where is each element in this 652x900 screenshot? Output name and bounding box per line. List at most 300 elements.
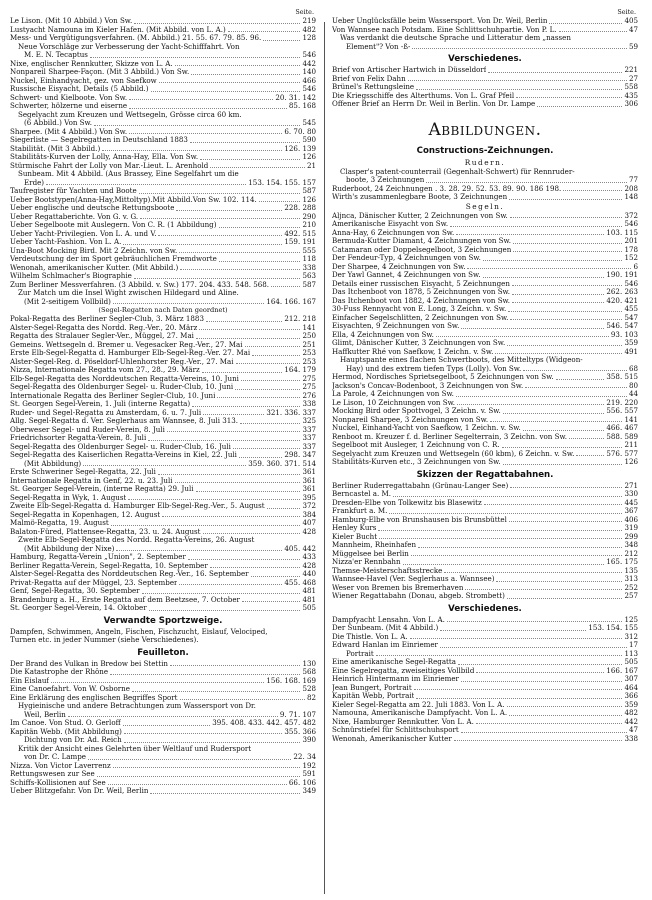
page-numbers: 126 [302,195,316,204]
index-entry [332,633,638,642]
leader-dots [129,133,282,134]
leader-dots [206,321,282,322]
page-numbers: 307 [624,675,638,683]
index-entry [332,416,638,425]
leader-dots [502,447,623,448]
index-entry [332,735,638,744]
entry-title: Genf, Segel-Regatta, 30. September [10,587,140,595]
leader-dots [476,672,604,673]
page-numbers: 126 [302,153,316,161]
index-entry [332,675,638,684]
leader-dots [102,150,282,151]
page-numbers: 306 [624,100,638,108]
leader-dots [158,235,282,236]
page-numbers: 546. 547 [606,322,638,330]
entry-title: Nuckel, Einhand-Yacht von Saefkow, 1 Zeichn. v. Sw. [332,424,521,432]
skizzen-entries [332,482,638,601]
page-numbers: 153. 154. 155 [588,624,638,632]
page-numbers: 588. 589 [606,432,638,441]
entry-title: Schwerter, hölzerne und eiserne [10,102,128,110]
entry-title: Hamburg-Elbe von Brunshausen bis Brunsbüttel [332,515,507,524]
entry-title: Segelyacht zum Kreuzen und Wettsegeln, Grösse circa 60 km. [18,110,242,119]
index-entry [10,660,316,669]
index-entry [332,558,638,567]
entry-title: Mocking Bird oder Spottvogel, 3 Zeichn. v. Sw. [332,407,501,415]
seite-label-right: Seite. [617,8,636,16]
index-entry [332,516,638,525]
entry-title: Ruder- und Segel-Regatta zu Amsterdam, 6. u. 7. Juli [10,408,202,417]
entry-title: Berliner Ruderregattabahn (Grünau-Langer See) [332,481,509,490]
page-numbers: 491 [624,347,638,356]
index-entry [10,289,316,298]
leader-dots [426,182,627,183]
leader-dots [476,723,623,724]
leader-dots [513,243,622,244]
entry-title: Ueber Yacht-Fashion. Von L. A. [10,238,122,246]
page-numbers: 372 [302,502,316,510]
leader-dots [495,353,622,354]
leader-dots [150,793,300,794]
index-entry [10,68,316,77]
page-numbers: 47 [628,25,638,34]
leader-dots [263,40,300,41]
page-numbers: 103. 115 [606,228,638,237]
leader-dots [450,226,622,227]
leader-dots [418,547,622,548]
index-entry [10,26,316,35]
leader-dots [393,496,622,497]
rudern-heading: Rudern. [464,157,506,167]
index-entry [10,153,316,162]
entry-title: Clasper's patent-counterrail (Gegenhalt-Schwert) für Rennruder- [340,167,575,176]
entry-title: Una-Boot Mocking Bird. Mit 2 Zeichn. von Sw. [10,246,178,255]
page-numbers: 113 [624,649,638,658]
page-numbers: 221 [624,66,638,74]
entry-title: Segelyacht zum Kreuzen und Wettsegeln (60 kbm), 6 Zeichn. v. Sw. [332,449,575,458]
leader-dots [461,328,604,329]
index-entry [332,339,638,348]
entry-title: Der Yawl Gannet, 4 Zeichnungen von Sw. [332,271,481,279]
leader-dots [512,294,604,295]
text-line: Dampfen, Schwimmen, Angeln, Fischen, Fischzucht, Eislauf, Velociped, [10,627,268,636]
page-numbers: 440 [302,570,316,578]
entry-title: St. Georger Segel-Verein, 14. Oktober [10,604,147,612]
entry-title: Jackson's Concav-Bodenboot, 3 Zeichnungen von Sw. [332,381,524,390]
leader-dots [134,278,301,279]
entry-title: Das Itchenboot von 1878, 5 Zeichnungen von Sw. [332,288,511,296]
entry-title: Segel-Regatta in Kopenhagen, 12. August [10,510,161,519]
leader-dots [158,474,300,475]
verschiedenes-heading-2: Verschiedenes. [448,603,522,614]
leader-dots [108,784,287,785]
leader-dots [509,715,622,716]
right-column [332,8,638,894]
index-entry [10,711,316,720]
leader-dots [123,244,282,245]
page-numbers: 590 [302,136,316,144]
index-entry [332,684,638,693]
index-entry [10,136,316,145]
index-entry [332,297,638,306]
leader-dots [191,74,300,75]
index-entry [10,562,316,571]
leader-dots [436,336,609,337]
entry-title: Eine amerikanische Segel-Regatta [332,658,456,666]
page-numbers: 505 [624,658,638,666]
page-numbers: 563 [302,272,316,280]
index-entry [10,677,316,686]
entry-title: (Mit Abbildung) [24,459,82,468]
entry-title: Der Sunbeam. (Mit 4 Abbild.) [332,624,439,632]
page-numbers: 433 [302,553,316,561]
page-numbers: 47 [628,726,638,734]
entry-title: Frankfurt a. M. [332,507,388,515]
entry-title: Regatta des Stralauer Segler-Ver., Müggel, 27. Mai [10,332,194,340]
page-numbers: 156. 168. 169 [266,676,316,685]
entry-title: Jean Bungert, Portrait [332,683,412,692]
page-numbers: 361 [302,468,316,476]
entry-title: Neue Vorschläge zur Verbesserung der Yacht-Schifffahrt. Von [18,42,240,51]
constructions-heading: Constructions-Zeichnungen. [416,145,554,156]
index-entry [332,176,638,185]
leader-dots [516,97,622,98]
skizzen-heading: Skizzen der Regattabahnen. [416,469,554,480]
entry-title: Kieler Segel-Regatta am 22. Juli 1883. Von L. A. [332,700,505,709]
page-numbers: 228. 288 [284,204,316,212]
page-numbers: 276 [302,391,316,400]
entry-title: Friedrichsorter Regatta-Verein, 8. Juli [10,434,147,442]
entry-title: Catamaran oder Doppelsegelboot, 3 Zeichnungen [332,245,512,254]
index-entry [10,204,316,213]
feuilleton-entries [10,660,316,796]
page-numbers: 6. 70. 80 [284,127,316,136]
page-numbers: 85. 168 [288,102,316,110]
entry-title: Hauptspante eines flachen Schwertboots, des Mitteltyps (Widgeon- [340,356,583,364]
index-entry [10,34,316,43]
page-numbers: 166. 167 [606,666,638,675]
leader-dots [236,363,301,364]
leader-dots [507,345,622,346]
entry-title: Eine Segelregatta, zweiseitiges Vollbild [332,666,475,675]
leader-dots [199,329,300,330]
page-numbers: 405 [624,17,638,25]
entry-title: Erste Elb-Segel-Regatta d. Hamburger Elb-Segel-Reg.-Ver. 27. Mai [10,349,251,357]
leader-dots [90,57,301,58]
entry-title: Portrait [346,649,374,658]
leader-dots [456,234,604,235]
entry-title: Nizza, Internationale Regatta vom 27., 28., 29. März [10,366,200,374]
page-numbers: 384 [302,510,316,519]
segeln-heading: Segeln. [465,201,505,211]
entry-title: Von Wannsee nach Potsdam. Eine Schlittschuhpartie. Von P. L. [332,25,557,34]
page-numbers: 556. 557 [606,407,638,415]
verschiedenes-entries-2 [332,616,638,744]
index-entry [332,709,638,718]
index-entry [332,718,638,727]
leader-dots [245,346,301,347]
entry-title: Zweite Elb-Segel-Regatta des Nordd. Regatta-Vereins, 26. August [18,536,255,544]
page-numbers: 405. 442 [284,544,316,553]
leader-dots [196,491,301,492]
entry-title: Dichtung von Dr. Ad. Reich [24,736,122,744]
page-numbers: 338 [302,263,316,272]
page-numbers: 165. 175 [606,558,638,566]
index-entry [10,315,316,324]
index-entry [10,170,316,179]
leader-dots [110,674,300,675]
entry-title: Gemeins. Wettsegeln d. Bremer u. Vegesacker Reg.-Ver., 27. Mai [10,340,243,349]
leader-dots [188,559,301,560]
leader-dots [113,303,264,304]
page-numbers: 442 [302,59,316,68]
index-entry [10,545,316,554]
entry-title: Wenonah, amerikanischer Kutter. (Mit Abbild.) [10,263,179,272]
entry-title: Hamburg, Regatta-Verein „Union", 2. September [10,553,186,561]
page-numbers: 466. 467 [606,424,638,432]
entry-title: Nonpareil Sharpee, 3 Zeichnungen von Sw. [332,415,489,424]
page-numbers: 153. 154. 155. 157 [248,178,316,187]
entry-title: Ueber Bootstypen(Anna-Hay,Mittoltyp).Mit Abbild.Von Sw. 102. 114. [10,195,257,204]
page-numbers: 445 [624,498,638,507]
entry-title: Privat-Regatta auf der Müggel, 23. September [10,578,178,587]
page-numbers: 358. 515 [606,373,638,381]
leader-dots [51,682,264,683]
page-numbers: 128 [302,34,316,42]
leader-dots [508,311,622,312]
verschiedenes-entries [332,66,638,109]
sport-heading: Verwandte Sportzweige. [103,615,223,626]
page-numbers: 492. 515 [284,229,316,238]
page-numbers: 338 [624,734,638,743]
index-entry [10,247,316,256]
page-numbers: 44 [628,390,638,398]
leader-dots [507,598,623,599]
page-numbers: 355. 366 [284,727,316,736]
leader-dots [175,482,301,483]
page-numbers: 148 [624,193,638,201]
entry-title: Wannsee-Havel (Ver. Seglerhaus a. Wannsee) [332,575,495,583]
entry-title: M. E. N. Tecaptus [24,51,88,59]
index-entry [332,424,638,433]
page-numbers: 568 [302,668,316,676]
index-entry [10,770,316,779]
index-entry [332,229,638,238]
leader-dots [490,421,622,422]
page-numbers: 290 [302,212,316,221]
index-entry [332,650,638,659]
leader-dots [192,406,300,407]
entry-title: Weil, Berlin [24,710,66,719]
page-numbers: 77 [628,176,638,184]
index-entry [10,349,316,358]
leader-dots [456,396,627,397]
page-numbers: 337 [302,434,316,442]
leader-dots [176,210,282,211]
leader-dots [563,190,622,191]
entry-title: Element"? Von -ß- [346,42,411,51]
leader-dots [444,572,622,573]
page-numbers: 135 [624,566,638,575]
entry-title: Ueber englische und deutsche Rettungsboote [10,204,175,212]
entry-title: Im Canoe. Von Stud. O. Gerloff [10,719,121,727]
index-entry [10,468,316,477]
page-numbers: 366 [624,692,638,700]
index-entry [332,168,638,177]
leader-dots [537,106,622,107]
leader-dots [123,725,211,726]
leader-dots [465,589,622,590]
leader-dots [148,440,300,441]
left-column [10,8,316,894]
index-entry [10,341,316,350]
index-entry [10,281,316,290]
index-entry [10,596,316,605]
column-divider [324,22,325,894]
entry-title: (Mit 2-seitigem Vollbild) [24,297,111,306]
index-entry [332,575,638,584]
page-numbers: 252 [624,583,638,592]
entry-title: Wirth's zusammenlegbare Boote, 3 Zeichnungen [332,193,508,201]
leader-dots [513,251,622,252]
page-numbers: 505 [302,604,316,612]
entry-title: Renboot m. Kreuzer f. d. Berliner Segelterrain, 3 Zeichn. von Sw. [332,432,567,441]
page-numbers: 435 [624,91,638,100]
leader-dots [111,525,301,526]
leader-dots [233,448,301,449]
page-numbers: 319 [624,524,638,532]
page-numbers: 359 [624,700,638,709]
feuilleton-heading: Feuilleton. [137,647,189,658]
index-entry [10,736,316,745]
leader-dots [440,647,627,648]
page-numbers: 219. 220 [606,398,638,407]
entry-title: Nuckel, Einhandyacht, gez. von Saefkow [10,76,157,85]
index-entry [332,263,638,272]
index-entry [332,541,638,550]
page-numbers: 428 [302,561,316,570]
index-entry [332,624,638,633]
index-entry [332,331,638,340]
page-numbers: 359 [624,339,638,347]
index-entry [10,579,316,588]
page-numbers: 466 [302,76,316,85]
page-numbers: 253 [302,349,316,357]
entry-title: Stabilitäts-Kurven etc., 3 Zeichnungen von Sw. [332,458,501,466]
leader-dots [569,438,604,439]
entry-title: Wenonah, Amerikanischer Kutter [332,734,452,743]
page-numbers: 208 [624,184,638,193]
page-numbers: 201 [624,237,638,245]
leader-dots [210,167,305,168]
index-entry [332,254,638,263]
leader-dots [510,217,623,218]
page-numbers: 325 [302,417,316,425]
page-numbers: 250 [302,332,316,340]
page-numbers: 348 [624,541,638,549]
leader-dots [461,681,623,682]
page-numbers: 141 [302,323,316,332]
index-entry [10,604,316,613]
entry-title: Eine Erklärung des englischen Begriffes Sport [10,693,178,702]
entry-title: Schwert- und Kielboote. Von Sw. [10,93,128,102]
entry-title: Ein Eislauf [10,676,50,685]
leader-dots [454,740,623,741]
page-numbers: 395 [302,493,316,502]
index-entry [332,407,638,416]
page-numbers: 372 [624,211,638,220]
leader-dots [124,742,301,743]
index-entry [10,366,316,375]
index-entry [332,507,638,516]
index-entry [10,587,316,596]
leader-dots [488,72,622,73]
leader-dots [179,252,300,253]
entry-title: Glimt, Dänischer Kutter, 3 Zeichnungen von Sw. [332,339,506,347]
leader-dots [559,31,627,32]
index-entry [332,314,638,323]
page-numbers: 481 [302,595,316,604]
leader-dots [235,389,300,390]
entry-title: 30-Fuss Rennyacht von E. Long, 3 Zeichn. v. Sw. [332,305,507,313]
index-entry [10,434,316,443]
entry-title: (Mit Abbildung der Nixe) [24,544,115,553]
index-entry [332,17,638,26]
index-entry [332,365,638,374]
index-entry [10,502,316,511]
page-numbers: 271 [624,481,638,490]
entry-title: Mess- und Vergütigungsverfahren. (M. Abbild.) 21. 55. 67. 79. 85. 96. [10,34,262,42]
entry-title: Weser von Bremen bis Bremerhaven [332,583,464,592]
page-numbers: 591 [302,770,316,778]
index-entry [10,460,316,469]
entry-title: Segel-Regatta des Oldenburger Segel- u. Ruder-Club, 16. Juli [10,442,231,451]
entry-title: Le Lison, 10 Zeichnungen von Sw. [332,398,456,407]
entry-title: (6 Abbild.) Von Sw. [24,119,93,127]
index-entry [332,592,638,601]
entry-title: Berncastel a. M. [332,490,392,498]
index-entry [332,322,638,331]
page-numbers: 212 [624,549,638,558]
leader-dots [228,31,301,32]
entry-title: Ueber Blitzgefahr. Von Dr. Weil, Berlin [10,787,149,795]
entry-title: Nonpareil Sharpee-Façon. (Mit 3 Abbild.) Von Sw. [10,68,190,76]
entry-title: Details einer russischen Eisyacht, 5 Zeichnungen [332,279,510,288]
index-entry [10,51,316,60]
entry-title: Brief von Felix Dahn [332,74,406,83]
entry-title: Eine Canoefahrt. Von W. Osborne [10,685,130,693]
leader-dots [46,184,246,185]
index-entry [332,246,638,255]
entry-title: St. Georgen Segel-Verein, 1. Juli (interne Regatta) [10,400,191,408]
leader-dots [129,99,273,100]
entry-title: Zum Berliner Messverfahren. (3 Abbild. v. Sw.) 177. 204. 433. 548. 568. [10,280,270,289]
entry-title: Segelboot mit Ausleger, 1 Zeichnung von C. R. [332,441,500,449]
entry-title: Hermod, Nordisches Sprietsegelboot, 5 Zeichnungen von Sw. [332,373,554,381]
leader-dots [94,125,300,126]
page-numbers: 482 [624,709,638,717]
entry-title: Müggelsee bei Berlin [332,549,409,558]
index-entry [10,17,316,26]
entry-title: Die Katastrophe der Rhône [10,668,109,676]
page-numbers: 141 [624,415,638,424]
page-numbers: 428 [302,527,316,536]
page-numbers: 17 [628,641,638,649]
entry-title: Ella, 4 Zeichnungen von Sw. [332,330,434,339]
leader-dots [523,430,605,431]
index-entry [10,102,316,111]
misc-entries-top [332,17,638,51]
index-entry [332,616,638,625]
